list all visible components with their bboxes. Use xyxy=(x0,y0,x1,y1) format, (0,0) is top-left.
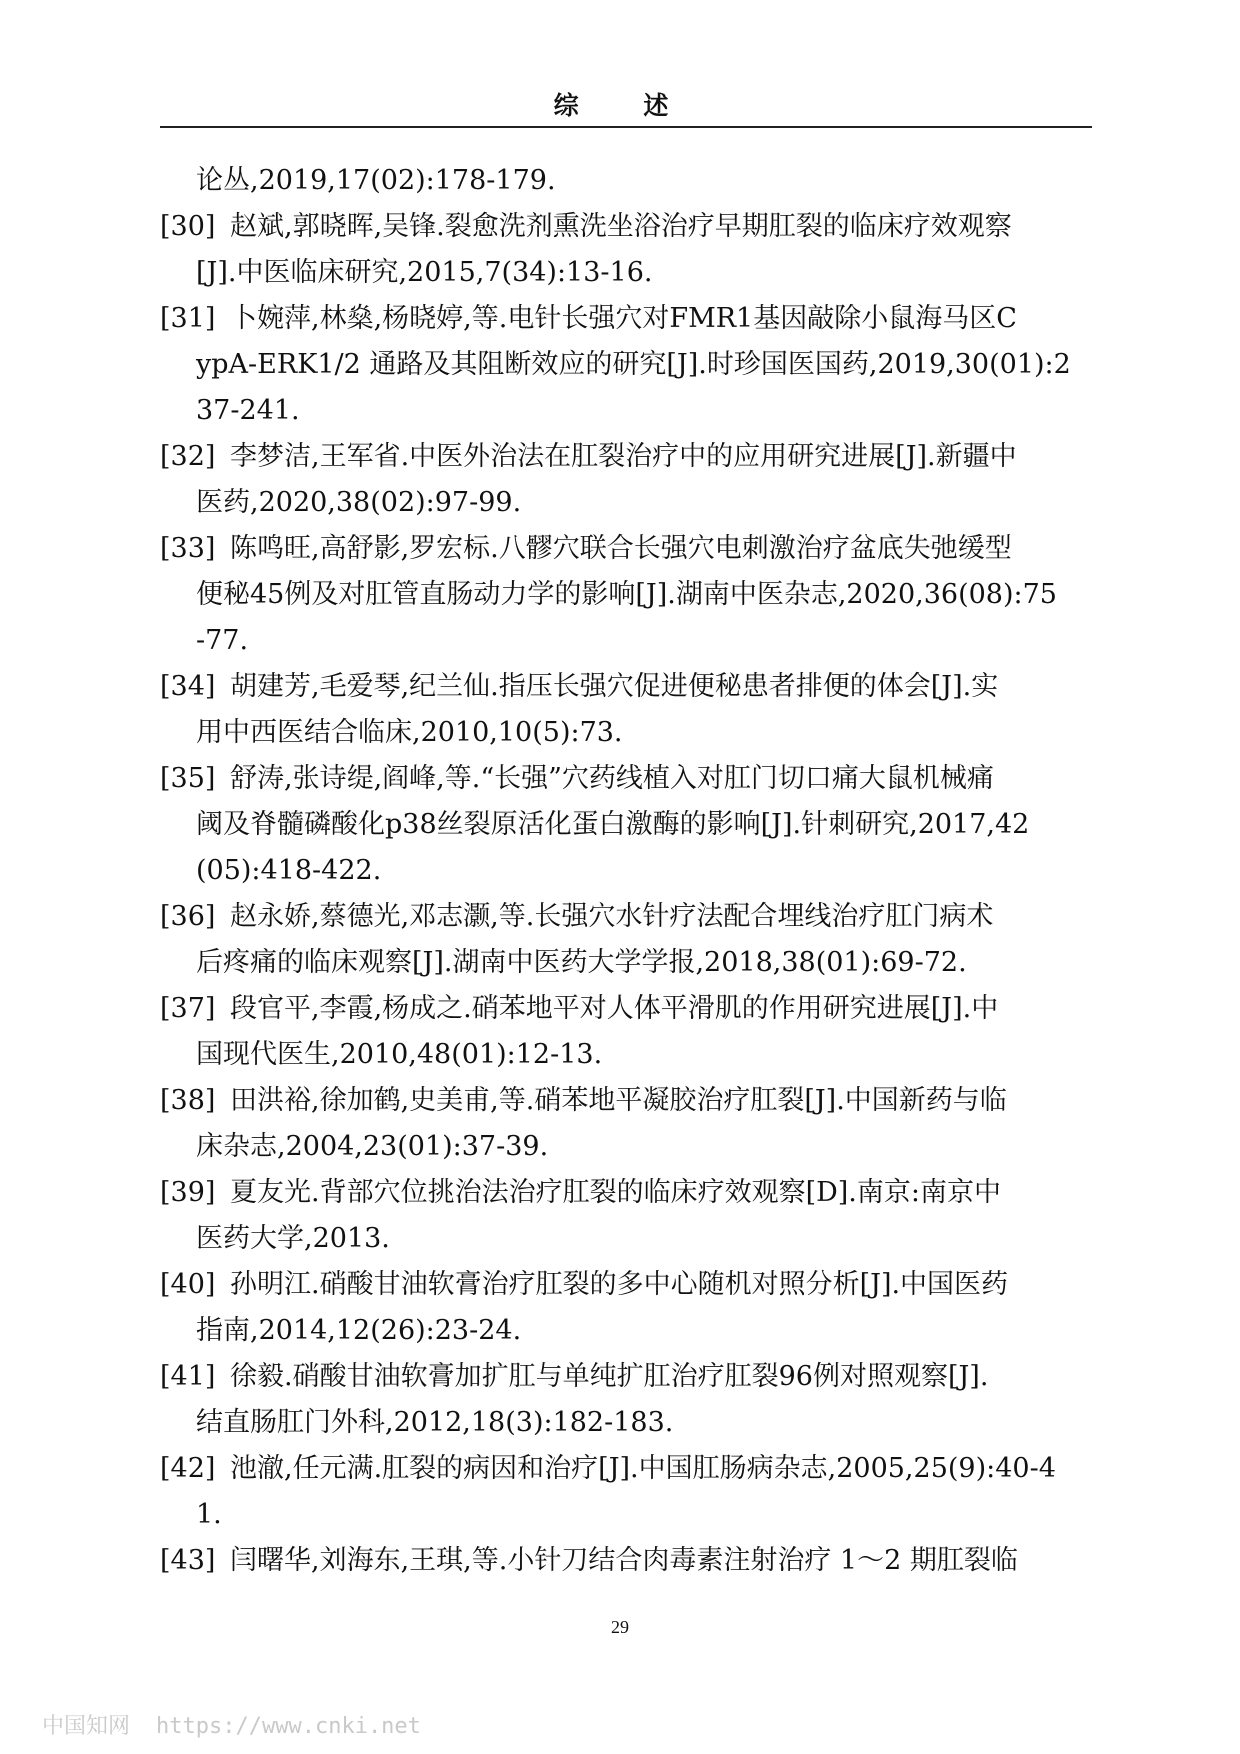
reference-continuation xyxy=(160,158,1092,204)
reference-number: [42] xyxy=(160,1453,216,1484)
reference-item xyxy=(160,1078,1092,1170)
reference-line: 论丛,2019,17(02):178-179. xyxy=(196,165,556,196)
reference-number: [30] xyxy=(160,211,216,242)
reference-line: [J].中医临床研究,2015,7(34):13-16. xyxy=(196,257,653,288)
reference-item xyxy=(160,1538,1092,1584)
header-rule xyxy=(160,126,1092,128)
reference-number: [39] xyxy=(160,1177,216,1208)
reference-line: 后疼痛的临床观察[J].湖南中医药大学学报,2018,38(01):69-72. xyxy=(196,947,967,978)
page-number: 29 xyxy=(611,1617,629,1637)
reference-number: [38] xyxy=(160,1085,216,1116)
reference-item xyxy=(160,986,1092,1078)
reference-line: 陈鸣旺,高舒影,罗宏标.八髎穴联合长强穴电刺激治疗盆底失弛缓型 xyxy=(230,533,1012,564)
reference-number: [43] xyxy=(160,1545,216,1576)
reference-line: ypA-ERK1/2 通路及其阻断效应的研究[J].时珍国医国药,2019,30(01):2 xyxy=(196,349,1071,380)
reference-line: 床杂志,2004,23(01):37-39. xyxy=(196,1131,549,1162)
reference-number: [32] xyxy=(160,441,216,472)
reference-number: [31] xyxy=(160,303,216,334)
reference-item xyxy=(160,1170,1092,1262)
reference-line: 用中西医结合临床,2010,10(5):73. xyxy=(196,717,623,748)
reference-line: 赵永娇,蔡德光,邓志灏,等.长强穴水针疗法配合埋线治疗肛门病术 xyxy=(230,901,994,932)
reference-item xyxy=(160,526,1092,664)
reference-item xyxy=(160,1354,1092,1446)
reference-line: 舒涛,张诗缇,阎峰,等.“长强”穴药线植入对肛门切口痛大鼠机械痛 xyxy=(230,763,994,794)
reference-item xyxy=(160,756,1092,894)
reference-line: 段官平,李霞,杨成之.硝苯地平对人体平滑肌的作用研究进展[J].中 xyxy=(230,993,999,1024)
reference-item xyxy=(160,1446,1092,1538)
reference-line: 1. xyxy=(196,1499,222,1530)
reference-line: 卜婉萍,林燊,杨晓婷,等.电针长强穴对FMR1基因敲除小鼠海马区C xyxy=(230,303,1017,334)
reference-line: 闫曙华,刘海东,王琪,等.小针刀结合肉毒素注射治疗 1～2 期肛裂临 xyxy=(230,1545,1018,1576)
section-header-title: 综 述 xyxy=(553,91,697,120)
reference-number: [35] xyxy=(160,763,216,794)
reference-line: (05):418-422. xyxy=(196,855,382,886)
reference-line: 徐毅.硝酸甘油软膏加扩肛与单纯扩肛治疗肛裂96例对照观察[J]. xyxy=(230,1361,989,1392)
reference-line: 结直肠肛门外科,2012,18(3):182-183. xyxy=(196,1407,674,1438)
reference-line: 医药,2020,38(02):97-99. xyxy=(196,487,522,518)
reference-number: [33] xyxy=(160,533,216,564)
reference-item xyxy=(160,1262,1092,1354)
reference-number: [34] xyxy=(160,671,216,702)
reference-number: [36] xyxy=(160,901,216,932)
reference-line: -77. xyxy=(196,625,249,656)
reference-line: 田洪裕,徐加鹤,史美甫,等.硝苯地平凝胶治疗肛裂[J].中国新药与临 xyxy=(230,1085,1007,1116)
reference-number: [41] xyxy=(160,1361,216,1392)
reference-line: 国现代医生,2010,48(01):12-13. xyxy=(196,1039,603,1070)
reference-line: 医药大学,2013. xyxy=(196,1223,390,1254)
reference-line: 孙明江.硝酸甘油软膏治疗肛裂的多中心随机对照分析[J].中国医药 xyxy=(230,1269,1009,1300)
reference-line: 胡建芳,毛爱琴,纪兰仙.指压长强穴促进便秘患者排便的体会[J].实 xyxy=(230,671,999,702)
reference-item xyxy=(160,434,1092,526)
watermark-brand: 中国知网 xyxy=(42,1714,131,1739)
reference-line: 便秘45例及对肛管直肠动力学的影响[J].湖南中医杂志,2020,36(08):75 xyxy=(196,579,1057,610)
reference-line: 37-241. xyxy=(196,395,300,426)
reference-line: 阈及脊髓磷酸化p38丝裂原活化蛋白激酶的影响[J].针刺研究,2017,42 xyxy=(196,809,1030,840)
reference-line: 李梦洁,王军省.中医外治法在肛裂治疗中的应用研究进展[J].新疆中 xyxy=(230,441,1017,472)
cnki-watermark xyxy=(42,1709,421,1740)
reference-item xyxy=(160,894,1092,986)
reference-line: 赵斌,郭晓晖,吴锋.裂愈洗剂熏洗坐浴治疗早期肛裂的临床疗效观察 xyxy=(230,211,1012,242)
reference-item xyxy=(160,664,1092,756)
reference-number: [37] xyxy=(160,993,216,1024)
reference-line: 指南,2014,12(26):23-24. xyxy=(196,1315,522,1346)
reference-line: 池澈,任元满.肛裂的病因和治疗[J].中国肛肠病杂志,2005,25(9):40-4 xyxy=(230,1453,1056,1484)
reference-item xyxy=(160,296,1092,434)
reference-item xyxy=(160,204,1092,296)
watermark-url: https://www.cnki.net xyxy=(156,1714,421,1739)
reference-number: [40] xyxy=(160,1269,216,1300)
reference-list xyxy=(160,158,1092,1584)
reference-line: 夏友光.背部穴位挑治法治疗肛裂的临床疗效观察[D].南京:南京中 xyxy=(230,1177,1001,1208)
reference-entries xyxy=(160,204,1092,1584)
